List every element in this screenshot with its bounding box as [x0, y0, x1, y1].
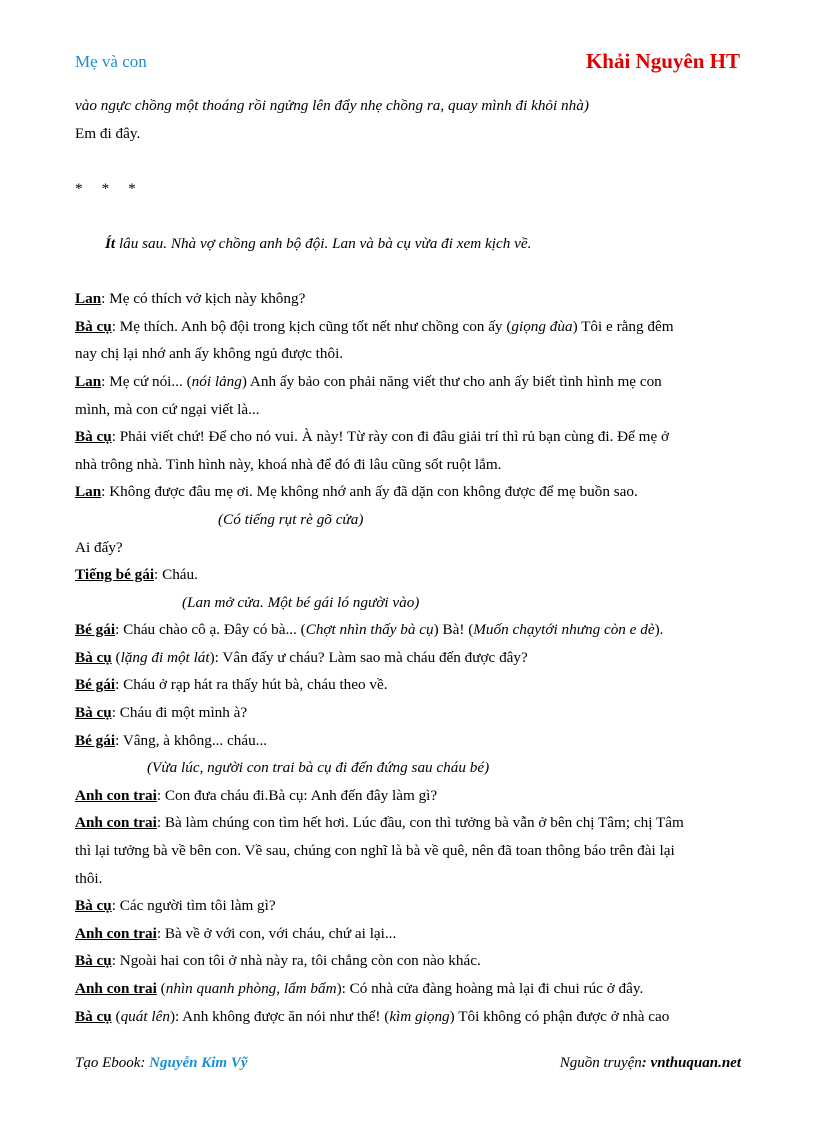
dialogue-text: ): Anh không được ăn nói như thế! ( [169, 1007, 390, 1025]
speaker-name: Bà cụ [75, 428, 112, 446]
dialogue-text: : Cháu. [154, 566, 198, 584]
dialogue-text: ). [654, 621, 664, 639]
stage-direction-inline: Muốn chạytới nhưng còn e dè [473, 621, 655, 639]
dialogue-line: mình, mà con cứ ngại viết là... [75, 400, 260, 418]
dialogue-line [75, 1003, 741, 1031]
speaker-name: Anh con trai [75, 814, 157, 832]
speaker-name: Anh con trai [75, 786, 157, 804]
text-line: Em đi đây. [75, 124, 141, 142]
dialogue-text: : Con đưa cháu đi.Bà cụ: Anh đến đây làm gì? [156, 786, 438, 804]
dialogue-text: ) Tôi e rằng đêm [572, 317, 674, 335]
dialogue-text: ) Anh ấy bảo con phải năng viết thư cho anh ấy biết tình hình mẹ con [241, 372, 662, 390]
footer-creator-name: Nguyễn Kim Vỹ [149, 1055, 248, 1071]
speaker-name: Bà cụ [75, 897, 112, 915]
dialogue-text: : Phải viết chứ! Để cho nó vui. À này! Từ rày con đi đâu giải trí thì rủ bạn cùng đi. Để mẹ ở [111, 428, 670, 446]
footer-label: Nguồn truyện [559, 1055, 642, 1071]
dialogue-text: : Bà làm chúng con tìm hết hơi. Lúc đầu, con thì tưởng bà vẫn ở bên chị Tâm; chị Tâm [156, 814, 684, 832]
stage-direction-inline: quát lên [120, 1007, 170, 1025]
header-author: Khải Nguyên HT [585, 49, 740, 73]
document-body [75, 92, 741, 1030]
stage-direction: (Có tiếng rụt rè gõ cửa) [218, 510, 364, 528]
stage-direction-inline: kìm giọng [389, 1007, 450, 1025]
dialogue-text: ): Vân đấy ư cháu? Làm sao mà cháu đến được đây? [209, 648, 528, 666]
speaker-name: Bà cụ [75, 317, 112, 335]
speaker-name: Bé gái [75, 676, 116, 694]
dialogue-line [75, 313, 741, 341]
dialogue-line [75, 727, 741, 755]
dialogue-text: : Các người tìm tôi làm gì? [111, 897, 276, 915]
dialogue-text: : Cháu đi một mình à? [111, 704, 248, 722]
dialogue-line [75, 616, 741, 644]
speaker-name: Bà cụ [75, 952, 112, 970]
footer-ebook-credit [75, 1055, 248, 1072]
dialogue-text: ( [156, 980, 166, 997]
dialogue-text: : Cháu chào cô ạ. Đây có bà... ( [115, 621, 306, 639]
speaker-name: Lan [75, 290, 102, 308]
dialogue-line [75, 478, 741, 506]
stage-direction-inline: lặng đi một lát [120, 648, 210, 666]
dialogue-text: ): Có nhà cửa đàng hoàng mà lại đi chui rúc ở đây. [336, 980, 644, 997]
dialogue-line [75, 561, 741, 589]
speaker-name: Lan [75, 483, 102, 501]
dialogue-line [75, 285, 741, 313]
dialogue-text: : Bà về ở với con, với cháu, chứ ai lại... [156, 924, 397, 942]
dialogue-line [75, 699, 741, 727]
footer-source-credit [560, 1055, 741, 1072]
dialogue-line: thì lại tưởng bà về bên con. Về sau, chúng con nghĩ là bà về quê, nên đã toan thông báo trên đài lại [75, 842, 675, 860]
section-divider: * * * [75, 179, 136, 197]
dialogue-text: ) Bà! ( [433, 621, 474, 639]
dialogue-line: nhà trông nhà. Tình hình này, khoá nhà để đó đi lâu cũng sốt ruột lắm. [75, 455, 502, 473]
speaker-name: Bà cụ [75, 1007, 112, 1025]
speaker-name: Bé gái [75, 731, 116, 749]
dialogue-line [75, 920, 741, 948]
dialogue-line [75, 423, 741, 451]
dialogue-text: ) Tôi không có phận được ở nhà cao [449, 1007, 670, 1025]
header-book-title: Mẹ và con [75, 52, 147, 71]
dialogue-line [75, 809, 741, 837]
dialogue-text: ( [111, 648, 121, 666]
dialogue-text: : Mẹ thích. Anh bộ đội trong kịch cũng tốt nết như chồng con ấy ( [111, 317, 512, 335]
dialogue-text: : Cháu ở rạp hát ra thấy hút bà, cháu theo về. [115, 676, 388, 694]
speaker-name: Lan [75, 372, 102, 390]
scene-direction-text: lâu sau. Nhà vợ chồng anh bộ đội. Lan và bà cụ vừa đi xem kịch về. [115, 234, 532, 252]
dialogue-line: thôi. [75, 869, 103, 887]
stage-direction-inline: Chợt nhìn thấy bà cụ [305, 621, 434, 639]
dialogue-text: : Mẹ có thích vở kịch này không? [101, 290, 306, 308]
footer-label: Tạo Ebook [75, 1055, 141, 1071]
dialogue-line: nay chị lại nhớ anh ấy không ngủ được thôi. [75, 345, 344, 363]
dialogue-text: ( [111, 1007, 121, 1025]
stage-direction-inline: giọng đùa [511, 317, 573, 335]
speaker-name: Tiếng bé gái [75, 566, 155, 584]
footer-source-site: vnthuquan.net [650, 1055, 741, 1071]
dialogue-text: : Ngoài hai con tôi ở nhà này ra, tôi chẳng còn con nào khác. [111, 952, 481, 970]
stage-direction-inline: nhìn quanh phòng, lẩm bẩm [165, 980, 337, 997]
stage-direction: (Lan mở cửa. Một bé gái ló người vào) [182, 593, 420, 611]
dialogue-text: : Mẹ cứ nói... ( [101, 372, 192, 390]
scene-direction-bold: Ít [105, 234, 116, 252]
dialogue-line [75, 368, 741, 396]
speaker-name: Bé gái [75, 621, 116, 639]
stage-direction: (Vừa lúc, người con trai bà cụ đi đến đứng sau cháu bé) [147, 759, 490, 777]
dialogue-text: : Không được đâu mẹ ơi. Mẹ không nhớ anh ấy đã dặn con không được để mẹ buồn sao. [101, 483, 638, 501]
speaker-name: Bà cụ [75, 648, 112, 666]
speaker-name: Anh con trai [75, 980, 157, 997]
dialogue-line [75, 892, 741, 920]
stage-direction-inline: nói lảng [191, 372, 242, 390]
dialogue-line [75, 947, 741, 975]
text-line: vào ngực chồng một thoáng rồi ngửng lên đẩy nhẹ chồng ra, quay mình đi khỏi nhà) [75, 97, 589, 114]
footer-separator: : [140, 1055, 150, 1071]
speaker-name: Bà cụ [75, 704, 112, 722]
scene-direction [75, 230, 741, 258]
dialogue-line [75, 782, 741, 810]
dialogue-line [75, 671, 741, 699]
dialogue-line: Ai đấy? [75, 538, 123, 556]
dialogue-text: : Vâng, à không... cháu... [115, 731, 268, 749]
speaker-name: Anh con trai [75, 924, 157, 942]
dialogue-line [75, 644, 741, 672]
footer-separator: : [641, 1055, 651, 1071]
dialogue-line [75, 975, 741, 1003]
